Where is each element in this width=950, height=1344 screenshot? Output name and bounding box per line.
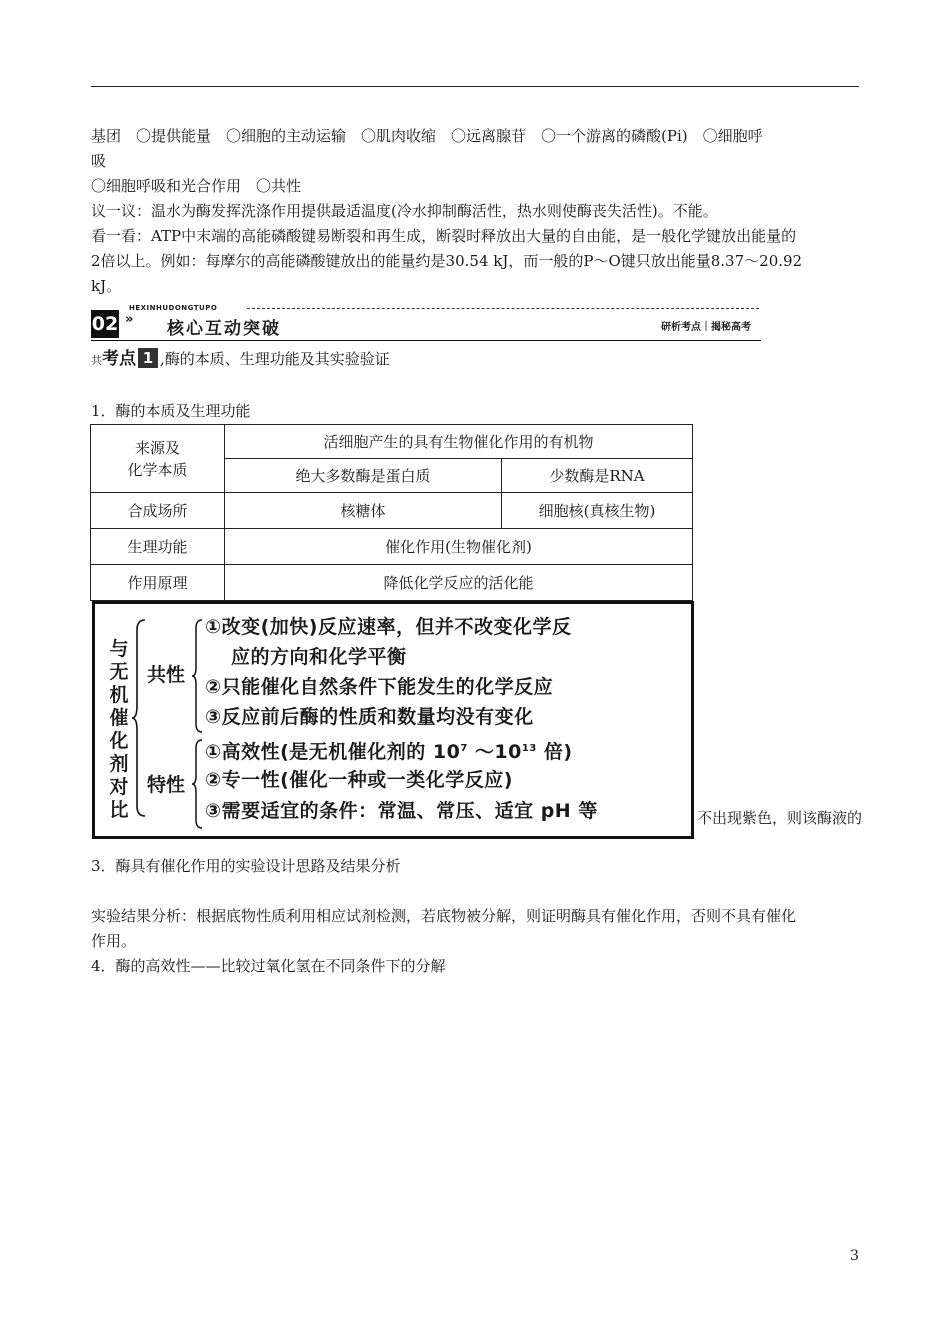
look-paragraph-3: kJ。 bbox=[91, 277, 122, 295]
special-item-1-exp2: 13 bbox=[521, 743, 537, 754]
result-line-2: 作用。 bbox=[91, 932, 137, 950]
special-item-1-pre: ①高效性(是无机催化剂的 10 bbox=[205, 741, 461, 763]
look-paragraph-1: 看一看：ATP中末端的高能磷酸键易断裂和再生成，断裂时释放出大量的自由能，是一般化学键放出能量的 bbox=[91, 227, 797, 245]
partial-text-right: 不出现紫色，则该酶液的 bbox=[696, 809, 862, 827]
vertical-char: 无 bbox=[109, 661, 129, 683]
comparison-box bbox=[92, 601, 694, 839]
common-item-1b: 应的方向和化学平衡 bbox=[231, 646, 407, 668]
source-label-cell bbox=[91, 425, 225, 493]
source-label-2: 化学本质 bbox=[127, 460, 188, 479]
chevron-icon: » bbox=[125, 312, 134, 327]
special-item-1-post: 倍) bbox=[536, 741, 573, 763]
common-item-3: ③反应前后酶的性质和数量均没有变化 bbox=[205, 706, 534, 728]
special-item-3: ③需要适宜的条件：常温、常压、适宜 pH 等 bbox=[205, 800, 598, 822]
kaodian-heading: 共考点 1 ,酶的本质、生理功能及其实验验证 bbox=[91, 349, 390, 369]
vertical-char: 催 bbox=[109, 707, 129, 729]
intro-line-3: 〇细胞呼吸和光合作用 〇共性 bbox=[91, 177, 302, 195]
large-brace-icon bbox=[131, 618, 147, 818]
function-label: 生理功能 bbox=[91, 529, 225, 565]
minority-cell: 少数酶是RNA bbox=[502, 459, 693, 493]
special-label: 特性 bbox=[147, 774, 186, 796]
discuss-paragraph: 议一议：温水为酶发挥洗涤作用提供最适温度(冷水抑制酶活性，热水则使酶丧失活性)。不能。 bbox=[91, 202, 718, 220]
item-1-heading: 1．酶的本质及生理功能 bbox=[91, 402, 251, 420]
top-rule bbox=[91, 86, 859, 87]
vertical-char: 机 bbox=[109, 684, 129, 706]
section-subtitle: 研析考点｜揭秘高考 bbox=[661, 322, 751, 333]
kaodian-number: 1 bbox=[138, 348, 158, 368]
page-number: 3 bbox=[850, 1248, 859, 1264]
section-bottom-rule bbox=[91, 340, 761, 341]
special-brace-icon bbox=[191, 738, 203, 830]
source-label-1: 来源及 bbox=[134, 438, 180, 457]
majority-cell: 绝大多数酶是蛋白质 bbox=[225, 459, 502, 493]
section-number: 02 bbox=[91, 310, 119, 338]
result-line-1: 实验结果分析：根据底物性质利用相应试剂检测，若底物被分解，则证明酶具有催化作用，否则不具有催化 bbox=[91, 907, 797, 925]
intro-line-1: 基团 〇提供能量 〇细胞的主动运输 〇肌肉收缩 〇远离腺苷 〇一个游离的磷酸(Pi) 〇细胞呼 bbox=[91, 127, 763, 145]
section-header bbox=[91, 304, 761, 342]
vertical-char: 对 bbox=[109, 776, 129, 798]
special-item-1-mid: ～10 bbox=[467, 741, 522, 763]
synthesis-nucleus: 细胞核(真核生物) bbox=[502, 493, 693, 529]
item-3-heading: 3．酶具有催化作用的实验设计思路及结果分析 bbox=[91, 857, 401, 875]
common-item-2: ②只能催化自然条件下能发生的化学反应 bbox=[205, 676, 554, 698]
synthesis-ribosome: 核糖体 bbox=[225, 493, 502, 529]
enzyme-table bbox=[90, 424, 693, 601]
vertical-char: 化 bbox=[109, 730, 129, 752]
special-item-2: ②专一性(催化一种或一类化学反应) bbox=[205, 769, 513, 791]
synthesis-label: 合成场所 bbox=[91, 493, 225, 529]
common-label: 共性 bbox=[147, 664, 186, 686]
vertical-char: 与 bbox=[109, 638, 129, 660]
kaodian-prefix: 共 bbox=[91, 354, 102, 367]
principle-value: 降低化学反应的活化能 bbox=[225, 565, 693, 601]
comparison-vertical-label bbox=[107, 638, 131, 822]
common-item-1a: ①改变(加快)反应速率，但并不改变化学反 bbox=[205, 616, 572, 638]
vertical-char: 比 bbox=[109, 799, 129, 821]
function-value: 催化作用(生物催化剂) bbox=[225, 529, 693, 565]
special-item-1 bbox=[205, 734, 573, 767]
principle-label: 作用原理 bbox=[91, 565, 225, 601]
common-brace-icon bbox=[191, 618, 203, 734]
kaodian-label: 考点 bbox=[102, 349, 136, 369]
look-paragraph-2: 2倍以上。例如：每摩尔的高能磷酸键放出的能量约是30.54 kJ，而一般的P～O键只放出能量8.37～20.92 bbox=[91, 252, 803, 270]
item-4-heading: 4．酶的高效性——比较过氧化氢在不同条件下的分解 bbox=[91, 957, 446, 975]
section-dashed-rule bbox=[247, 308, 759, 309]
source-value: 活细胞产生的具有生物催化作用的有机物 bbox=[225, 425, 693, 459]
section-pinyin: HEXINHUDONGTUPO bbox=[129, 304, 218, 312]
section-title: 核心互动突破 bbox=[167, 319, 281, 339]
intro-line-2: 吸 bbox=[91, 152, 107, 170]
special-item-1-exp1: 7 bbox=[460, 743, 468, 754]
vertical-char: 剂 bbox=[109, 753, 129, 775]
kaodian-text: 酶的本质、生理功能及其实验验证 bbox=[164, 350, 390, 368]
